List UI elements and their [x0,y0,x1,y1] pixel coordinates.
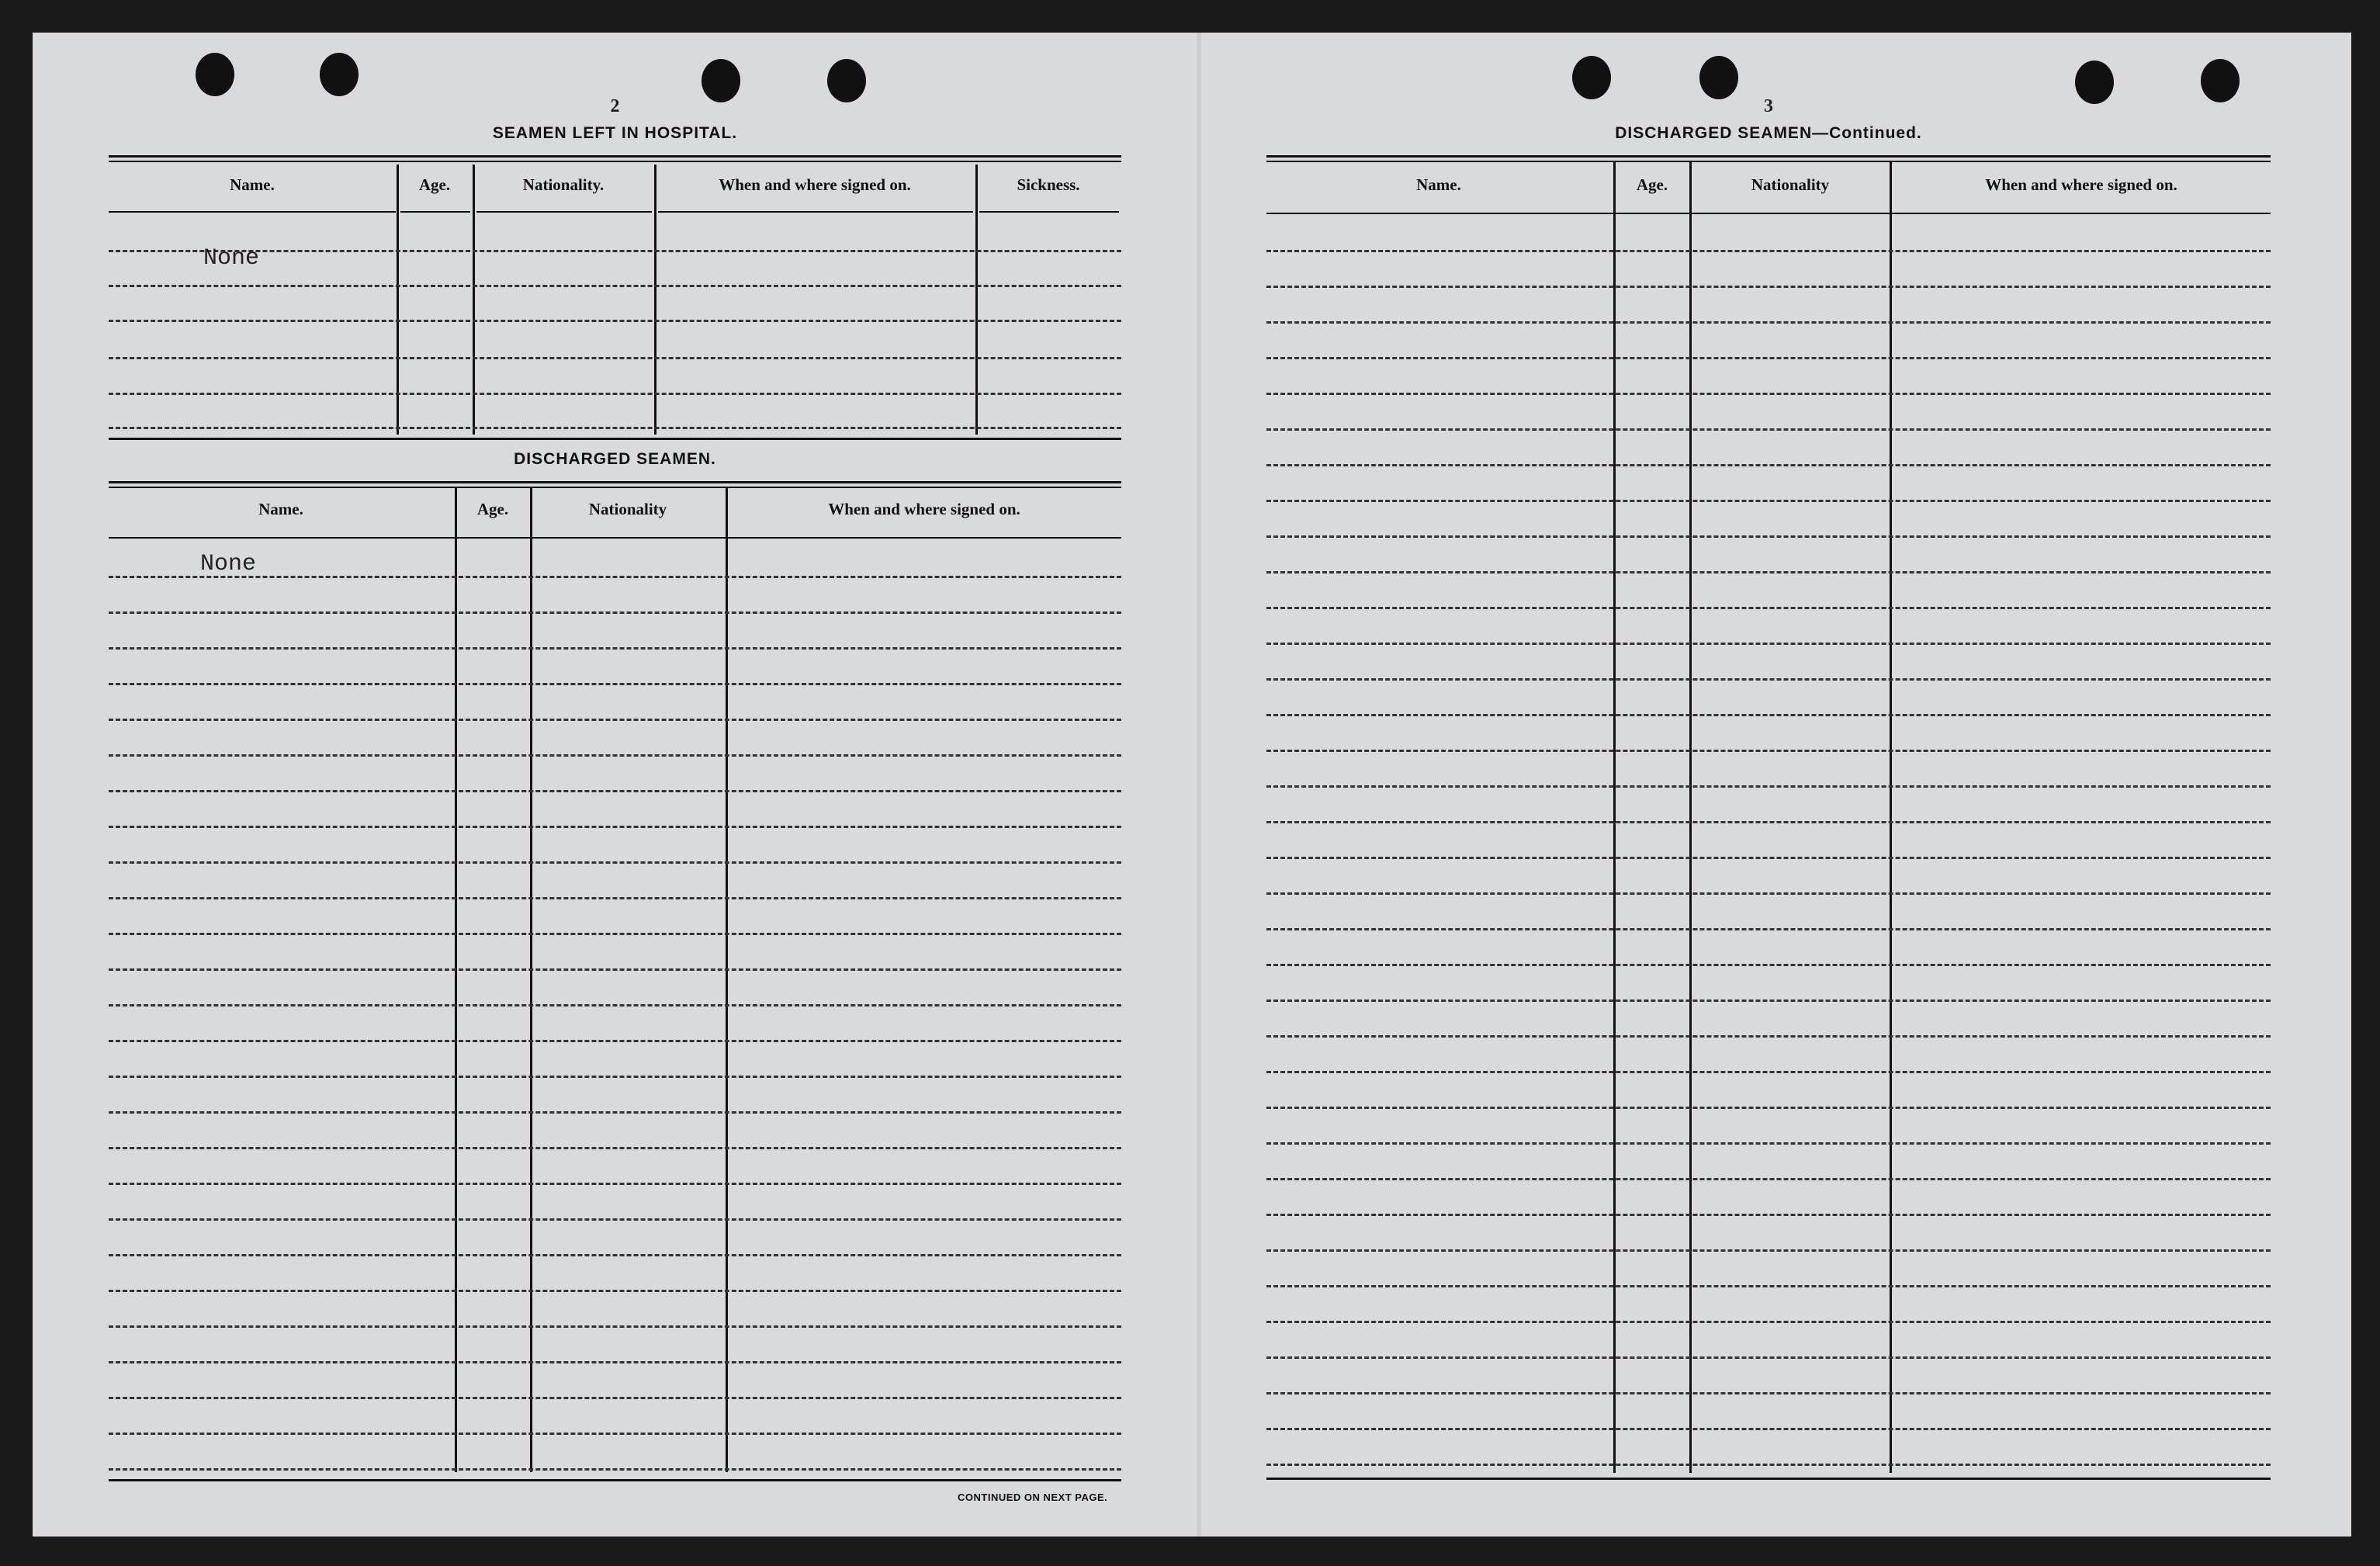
entry-line [1266,1071,2271,1073]
hospital-top-rule [109,155,1121,162]
page-number: 3 [1764,96,1773,116]
entry-line [109,1076,1121,1078]
entry-line [109,719,1121,721]
entry-line [1266,928,2271,930]
entry-line [1266,1321,2271,1323]
continued-col-signed-on: When and where signed on. [1985,175,2177,194]
entry-line [1266,535,2271,538]
entry-line [109,1397,1121,1399]
entry-line [109,1183,1121,1185]
entry-line [109,1254,1121,1256]
entry-line [1266,500,2271,502]
entry-line [1266,321,2271,324]
header-underline [109,537,1121,539]
discharged-continued-title: DISCHARGED SEAMEN—Continued. [1615,124,1922,142]
entry-line [109,683,1121,685]
entry-line [1266,714,2271,716]
entry-line [109,1468,1121,1471]
hospital-col-signed-on: When and where signed on. [719,175,911,194]
entry-line [1266,607,2271,609]
entry-line [1266,1392,2271,1395]
punch-hole [1572,56,1611,99]
entry-line [109,320,1121,322]
entry-line [1266,571,2271,573]
continued-col-age: Age. [1636,175,1668,194]
entry-line [1266,1107,2271,1109]
header-underline [400,211,470,213]
column-divider [726,487,728,1472]
discharged-col-signed-on: When and where signed on. [828,500,1020,518]
column-divider [455,487,457,1472]
entry-line [109,576,1121,578]
column-divider [530,487,532,1472]
hospital-entry-name: None [203,245,260,272]
punch-hole [1699,56,1738,99]
entry-line [1266,1178,2271,1180]
entry-line [109,1004,1121,1006]
entry-line [1266,678,2271,681]
entry-line [1266,785,2271,788]
entry-line [109,933,1121,935]
page-number: 2 [610,96,620,116]
discharged-col-age: Age. [476,500,509,518]
entry-line [1266,1249,2271,1252]
entry-line [1266,286,2271,288]
continued-top-rule [1266,155,2271,162]
entry-line [109,1040,1121,1042]
discharged-entry-name: None [200,551,257,577]
entry-line [109,250,1121,252]
header-underline [658,211,973,213]
entry-line [1266,643,2271,645]
entry-line [109,357,1121,359]
hospital-col-age: Age. [418,175,451,194]
punch-hole [320,53,359,96]
entry-line [109,861,1121,864]
discharged-section-title: DISCHARGED SEAMEN. [514,450,716,468]
page-fold [1197,33,1201,1537]
entry-line [109,1290,1121,1292]
entry-line [1266,857,2271,859]
entry-line [1266,393,2271,395]
document-sheet [33,33,2351,1537]
entry-line [109,897,1121,899]
entry-line [1266,892,2271,895]
hospital-col-nationality: Nationality. [522,175,605,194]
entry-line [109,1361,1121,1363]
entry-line [1266,1285,2271,1287]
header-underline [1266,213,2271,214]
entry-line [1266,1214,2271,1216]
entry-line [1266,1356,2271,1359]
entry-line [109,1111,1121,1114]
entry-line [1266,821,2271,823]
entry-line [1266,357,2271,359]
continued-footer: CONTINUED ON NEXT PAGE. [958,1492,1108,1503]
entry-line [1266,750,2271,752]
entry-line [1266,1000,2271,1002]
continued-bottom-rule [1266,1478,2271,1480]
entry-line [109,1325,1121,1328]
discharged-col-name: Name. [258,500,303,518]
entry-line [1266,964,2271,966]
punch-hole [196,53,234,96]
entry-line [109,427,1121,429]
entry-line [109,1433,1121,1435]
entry-line [1266,1142,2271,1145]
entry-line [109,1218,1121,1221]
header-underline [109,211,396,213]
entry-line [109,754,1121,757]
entry-line [109,826,1121,828]
header-underline [979,211,1119,213]
hospital-section-title: SEAMEN LEFT IN HOSPITAL. [492,124,738,142]
entry-line [1266,464,2271,466]
entry-line [1266,1035,2271,1038]
hospital-col-name: Name. [230,175,275,194]
entry-line [1266,1428,2271,1430]
entry-line [109,1147,1121,1149]
hospital-col-sickness: Sickness. [1017,175,1080,194]
entry-line [109,790,1121,792]
entry-line [109,968,1121,971]
entry-line [1266,1464,2271,1466]
entry-line [1266,250,2271,252]
continued-col-name: Name. [1416,175,1461,194]
continued-col-nationality: Nationality [1751,175,1830,194]
entry-line [109,612,1121,614]
discharged-top-rule [109,481,1121,488]
discharged-col-nationality: Nationality [588,500,667,518]
entry-line [1266,428,2271,431]
entry-line [109,285,1121,287]
discharged-bottom-rule [109,1479,1121,1481]
entry-line [109,647,1121,650]
header-underline [476,211,652,213]
hospital-bottom-rule [109,438,1121,440]
entry-line [109,393,1121,395]
